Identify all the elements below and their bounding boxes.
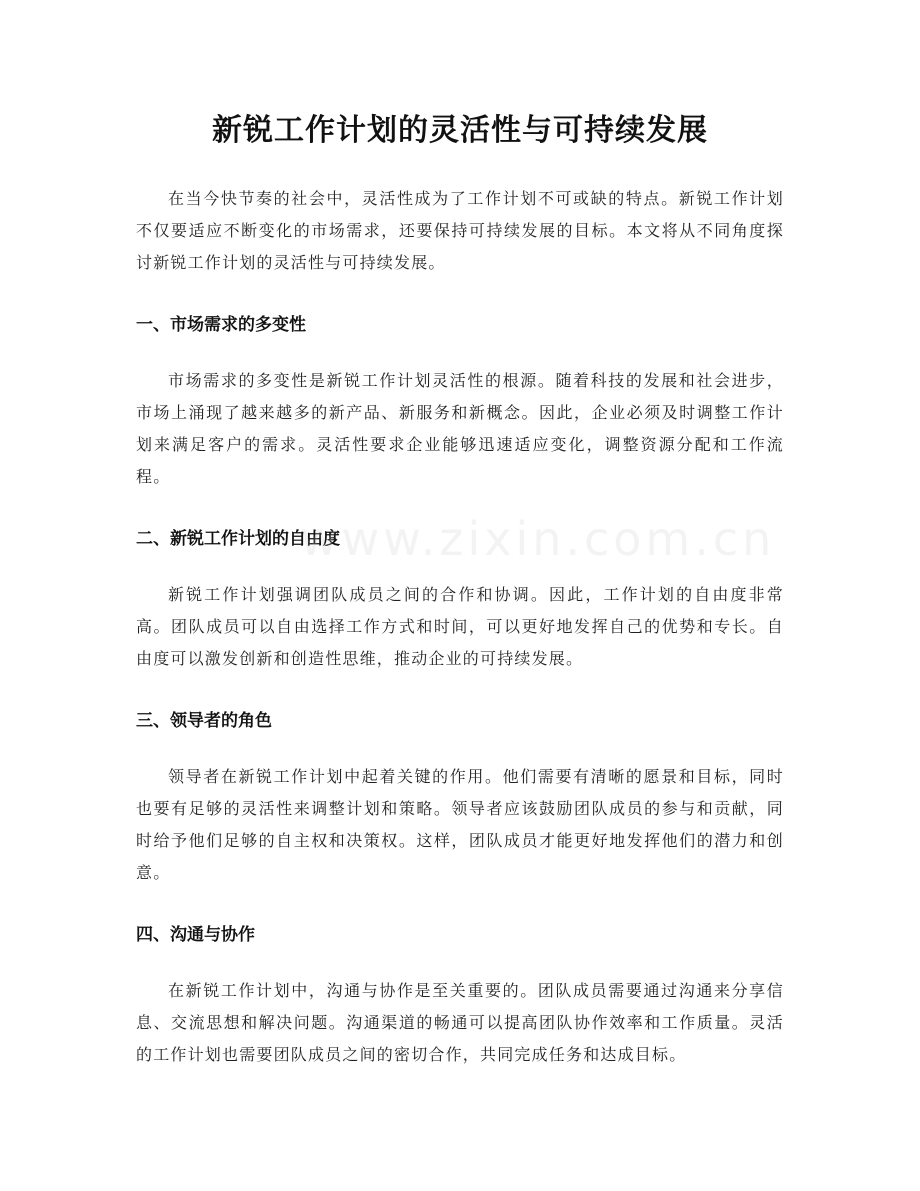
section-heading-4: 四、沟通与协作 [136, 925, 255, 945]
section-heading-3: 三、领导者的角色 [136, 711, 272, 731]
section-paragraph-3: 领导者在新锐工作计划中起着关键的作用。他们需要有清晰的愿景和目标，同时也要有足够的灵活性来调整计划和策略。领导者应该鼓励团队成员的参与和贡献，同时给予他们足够的自主权和决策权。这样，团队成员才能更好地发挥他们的潜力和创意。 [136, 767, 784, 882]
document-title: 新锐工作计划的灵活性与可持续发展 [212, 113, 708, 148]
section-paragraph-2: 新锐工作计划强调团队成员之间的合作和协调。因此，工作计划的自由度非常高。团队成员可以自由选择工作方式和时间，可以更好地发挥自己的优势和专长。自由度可以激发创新和创造性思维，推动企业的可持续发展。 [136, 585, 784, 668]
watermark: www.zixin.com.cn [300, 512, 776, 566]
section-paragraph-1: 市场需求的多变性是新锐工作计划灵活性的根源。随着科技的发展和社会进步，市场上涌现了越来越多的新产品、新服务和新概念。因此，企业必须及时调整工作计划来满足客户的需求。灵活性要求企业能够迅速适应变化，调整资源分配和工作流程。 [136, 371, 784, 486]
section-heading-2: 二、新锐工作计划的自由度 [136, 529, 340, 549]
section-heading-1: 一、市场需求的多变性 [136, 315, 306, 335]
intro-paragraph: 在当今快节奏的社会中，灵活性成为了工作计划不可或缺的特点。新锐工作计划不仅要适应不断变化的市场需求，还要保持可持续发展的目标。本文将从不同角度探讨新锐工作计划的灵活性与可持续发展。 [136, 189, 784, 272]
document-body [136, 183, 784, 1071]
section-paragraph-4: 在新锐工作计划中，沟通与协作是至关重要的。团队成员需要通过沟通来分享信息、交流思想和解决问题。沟通渠道的畅通可以提高团队协作效率和工作质量。灵活的工作计划也需要团队成员之间的密切合作，共同完成任务和达成目标。 [136, 981, 784, 1064]
